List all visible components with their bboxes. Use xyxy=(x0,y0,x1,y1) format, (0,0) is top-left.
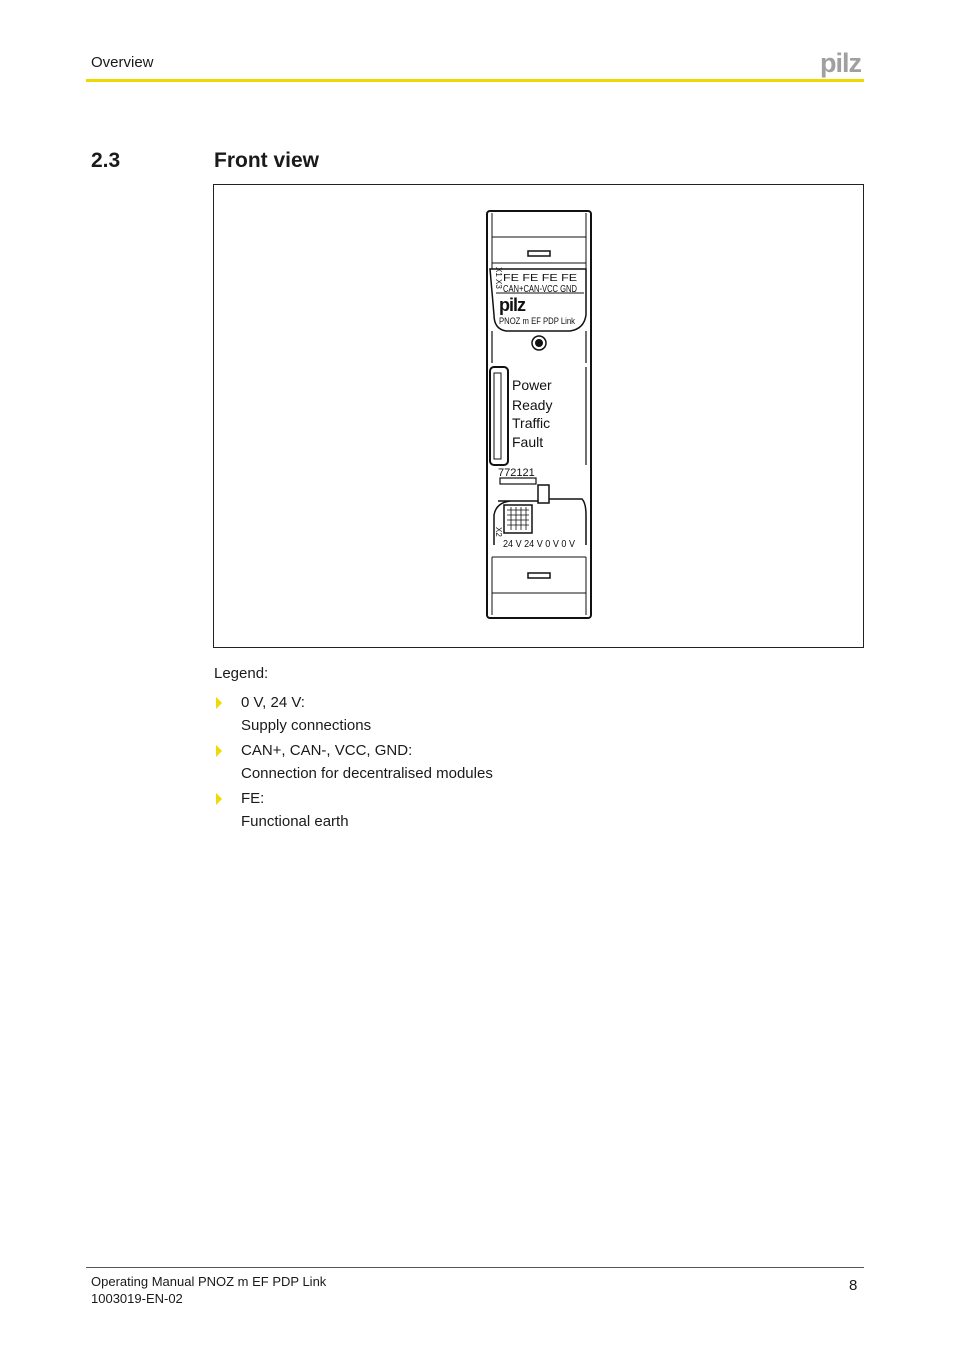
legend-list xyxy=(214,692,493,836)
header-rule xyxy=(86,79,864,82)
footer-manual-title: Operating Manual PNOZ m EF PDP Link xyxy=(91,1274,327,1289)
device-brand: pilz xyxy=(499,295,525,315)
device-product: PNOZ m EF PDP Link xyxy=(499,316,576,326)
legend-item xyxy=(214,788,493,833)
legend-desc: Functional earth xyxy=(241,812,349,830)
bullet-arrow-icon xyxy=(216,697,222,709)
bullet-arrow-icon xyxy=(216,793,222,805)
header-section-label: Overview xyxy=(91,54,154,71)
device-drawing xyxy=(214,185,863,647)
top-row-1: FE FE FE FE xyxy=(503,273,578,284)
footer-rule xyxy=(86,1267,864,1268)
legend-item xyxy=(214,692,493,737)
section-number: 2.3 xyxy=(91,149,121,172)
section-title: Front view xyxy=(214,149,320,172)
legend-term: 0 V, 24 V: xyxy=(241,694,305,711)
legend-title: Legend: xyxy=(214,665,269,682)
serial-number: 772121 xyxy=(498,467,535,479)
pilz-logo-text: pilz xyxy=(820,48,861,78)
bottom-row: 24 V 24 V 0 V 0 V xyxy=(503,539,576,550)
led-label-power: Power xyxy=(512,377,552,393)
led-label-ready: Ready xyxy=(512,397,553,413)
legend-term: CAN+, CAN-, VCC, GND: xyxy=(241,742,413,759)
footer-info xyxy=(91,1273,326,1307)
footer-doc-id: 1003019-EN-02 xyxy=(91,1291,183,1306)
page-number: 8 xyxy=(849,1277,858,1294)
legend-desc: Supply connections xyxy=(241,716,372,734)
legend-term: FE: xyxy=(241,790,265,807)
bullet-arrow-icon xyxy=(216,745,222,757)
led-label-fault: Fault xyxy=(512,434,544,450)
legend-item xyxy=(214,740,493,785)
bottom-terminal-label: X2 xyxy=(494,527,503,537)
led-label-traffic: Traffic xyxy=(512,415,551,431)
front-view-figure xyxy=(213,184,864,648)
top-row-2: CAN+CAN-VCC GND xyxy=(503,284,577,295)
legend-desc: Connection for decentralised modules xyxy=(241,764,493,782)
pilz-logo xyxy=(820,48,864,78)
top-terminal-label: X1 X3 xyxy=(494,267,503,289)
